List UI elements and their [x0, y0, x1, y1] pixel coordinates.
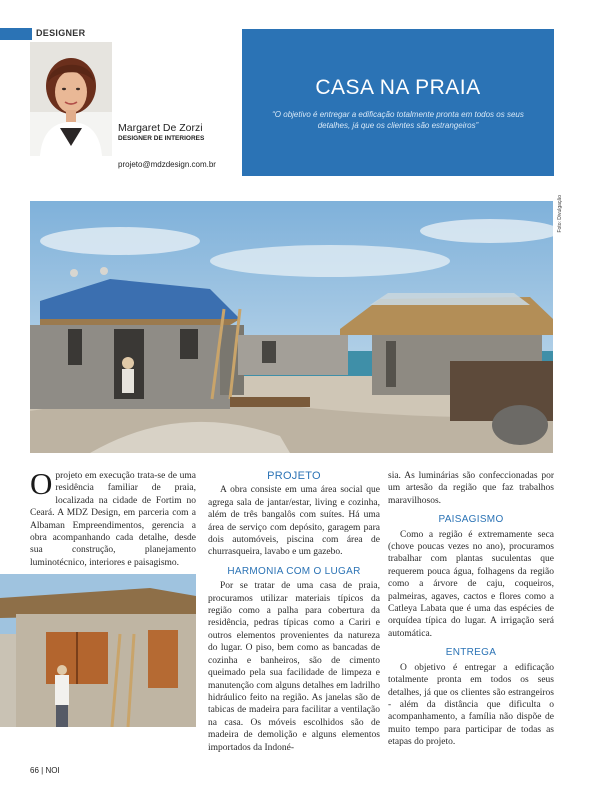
section-label: DESIGNER [36, 28, 86, 38]
harmonia-continued: sia. As luminárias são confeccionadas por um artesão da região que faz trabalhos maravilhosos. [388, 471, 554, 506]
projeto-paragraph: A obra consiste em uma área social que agrega sala de jantar/estar, living e cozinha, além de três bangalôs com suítes. Há uma área de serviço com depósito, garagem para dois automóveis, piscina com área de churrasqueira, lavabo e um gazebo. [208, 485, 380, 558]
magazine-name: NOI [45, 766, 60, 775]
article-column-2 [208, 470, 380, 754]
paisagismo-heading: PAISAGISMO [438, 514, 504, 526]
harmonia-heading: HARMONIA COM O LUGAR [227, 565, 361, 577]
article-title: CASA NA PRAIA [315, 76, 481, 99]
article-column-3 [388, 470, 554, 749]
construction-site-photo [30, 201, 553, 453]
intro-paragraph: projeto em execução trata-se de uma residência familiar de praia, localizada na cidade de Fortim no Ceará. A MDZ Design, em parceria com a Albaman Empreendimentos, gerencia a obra acompanhando cada detalhe, desde sua construção, planejamento luminotécnico, interiores e paisagismo. [30, 471, 196, 568]
harmonia-paragraph: Por se tratar de uma casa de praia, procuramos utilizar materiais típicos da região como a palha para cobertura da residência, pedras típicas como a Cariri e outros elementos provenientes da natureza do lugar. O piso, bem como as bancadas de cozinha e banheiros, são de cimento queimado pela sua facilidade de limpeza e manutenção com alguns detalhes em ladrilho hidráulico feito na região. As janelas são de tabicas de madeira para facilitar a ventilação na casa. Os móveis escolhidos são de madeira de demolição e alguns elementos importados da Indoné- [208, 581, 380, 753]
window-detail-photo [0, 574, 196, 727]
page-footer [30, 766, 60, 775]
drop-cap: O [30, 466, 53, 501]
page-number: 66 [30, 766, 39, 775]
author-byline [118, 122, 226, 142]
photo-credit: Foto: Divulgação [557, 195, 563, 233]
title-box [242, 29, 554, 176]
article-column-1 [30, 466, 196, 569]
article-subtitle: “O objetivo é entregar a edificação totalmente pronta em todos os seus detalhes, já que os clientes são estrangeiros” [272, 110, 524, 130]
author-role: DESIGNER DE INTERIORES [118, 135, 205, 142]
footer-separator: | [41, 766, 44, 775]
author-portrait [30, 42, 112, 156]
projeto-heading: PROJETO [267, 470, 321, 482]
author-email[interactable]: projeto@mdzdesign.com.br [118, 160, 216, 169]
paisagismo-paragraph: Como a região é extremamente seca (chove poucas vezes no ano), procuramos trabalhar com plantas suculentas que requerem pouca água, folhagens da região como a árvore de caju, coqueiros, palmeiras, agaves, cactos e flores como a Catleya Labata que é uma das espécies de orquídea típica do lugar. A irrigação será automática. [388, 529, 554, 639]
entrega-paragraph: O objetivo é entregar a edificação totalmente pronta em todos os seus detalhes, já que os clientes são estrangeiros - além da distância que dificulta o acompanhamento, a família não dispõe de muito tempo para participar de todas as etapas do projeto. [388, 662, 554, 748]
section-color-bar [0, 28, 32, 40]
author-name: Margaret De Zorzi [118, 122, 203, 134]
entrega-heading: ENTREGA [445, 647, 497, 659]
